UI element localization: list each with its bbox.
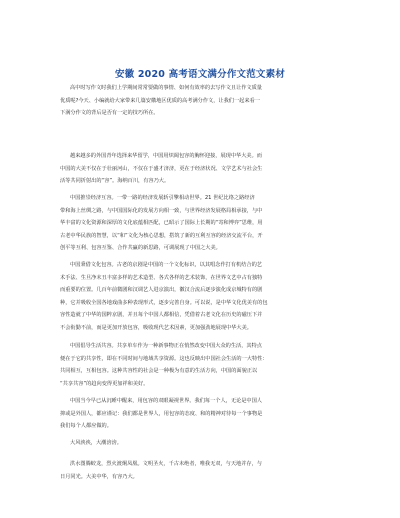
- paragraph-line: 洪水图腾蛟龙，烈火渡炯凤凰。文明圣火，千古未绝者，唯我无双，与天地并存，与: [70, 461, 262, 467]
- paragraph-line: 术手法、生旦净末丑丰富多样的艺术造型、各式各样的艺术装饰，在世界文艺中占有独特: [60, 274, 263, 281]
- paragraph-intro: [60, 82, 345, 120]
- paragraph-line: 中国当今早已从沉睡中醒来，用包容的双眼凝视世界。我们每一个人，无论是中国人: [70, 398, 262, 404]
- paragraph-line: 中国秉借文化包容。古老的京剧是中国的一个文化标识，以其唱念作打有机结合的艺: [70, 262, 262, 268]
- paragraph-line: 活等共同折射出的“容”。海纳百川，有容乃大。: [60, 178, 170, 185]
- paragraph-line: 华丰富的文化资源和深厚的文化底蕴相匹配，已昭示了国际上长期的“寄和博弈”思维，用: [60, 220, 263, 227]
- paragraph-line: 容性造就了中华的国粹京剧，并且每个中国人都相信，凭借着古老文化在历史的磁压下并: [60, 312, 263, 319]
- paragraph-3: [60, 259, 345, 335]
- paragraph-line: 大风泱泱，大潮滂滂。: [70, 440, 122, 446]
- paragraph-line: 而重要的位置。几百年前微剧和汉调艺人进京演出，徽汉合流后逐步演化成京城特有的剧: [60, 287, 263, 294]
- paragraph-line: 带和海上丝绸之路，与中国国际化的发展方向相一致，与世界经济发展格局相承接，与中: [60, 207, 263, 214]
- paragraph-line: 中国推崇经济互容。一带一路的经济发展斩引擎相动世界。21 世纪比络之路经济: [70, 195, 255, 201]
- paragraph-line: 下满分作文的背后是否有一定的技巧所在。: [60, 110, 159, 117]
- paragraph-line: 种，它并吸收全国各地戏曲多种表现形式，逐步完善自身。可以说，是中华文化优美有的包: [60, 299, 268, 306]
- paragraph-line: 古老中华民族的智慧，以“和”文化为核心思想，搭筑了新的互利互容的经济交流平台，开: [60, 232, 263, 239]
- paragraph-7: [60, 458, 345, 483]
- paragraph-1: [60, 150, 345, 188]
- paragraph-line: 日月同光。大美中华，有容乃大。: [60, 473, 138, 480]
- paragraph-line: 便在于它的共享性，即在不同时间与地域共享资源。这也反映出中国社会生活的一大特性：: [60, 355, 268, 362]
- paragraph-line: 抑或是外国人，都应谨记：我们都是世界人，用包容的态度、和的精神对待每一个事物是: [60, 410, 263, 417]
- paragraph-line: 我们每个人都应做的。: [60, 423, 112, 430]
- paragraph-6: [60, 437, 345, 450]
- paragraph-line: 优质呢?今天、小编就给大家带来几篇安徽地区优质的高考满分作文，让我们一起来看一: [60, 97, 260, 104]
- paragraph-4: [60, 340, 345, 390]
- paragraph-line: 创平等互利、包容互鉴、合作共赢的新思路，可调展现了中国之大美。: [60, 245, 221, 252]
- paragraph-line: 不会衔勤不前，而是更加开放包容，吸收现代艺术因素，更加强劲地展现中华大美。: [60, 324, 252, 331]
- paragraph-line: 中国的大美不仅在于壮丽河山，不仅在于盛才济济，更在于经济状况、文学艺术与社会生: [60, 165, 263, 172]
- paragraph-line: 共同相互，互相包容。这种共容性的社会是一种极为有意的生活方向，中国的面貌正以: [60, 368, 258, 375]
- page-title: 安徽 2020 高考语文满分作文范文素材: [114, 69, 286, 80]
- paragraph-line: 高中时写作文时我们上学期间常常要做的事情、如何有效率的去写作文且让作文质量: [70, 85, 262, 91]
- paragraph-line: “共享共容”的趋向变得更加祥和美好。: [60, 380, 149, 387]
- paragraph-5: [60, 395, 345, 433]
- paragraph-line: 中国倡导生活共容。共享单车作为一种新事物正在悄然改变中国大众的生活，其特点: [70, 343, 262, 349]
- paragraph-line: 越来越多的外国青年选择来华留学，中国用炽阔包容的胸怀迎接，展现中华大美。而: [70, 153, 262, 159]
- paragraph-2: [60, 192, 345, 255]
